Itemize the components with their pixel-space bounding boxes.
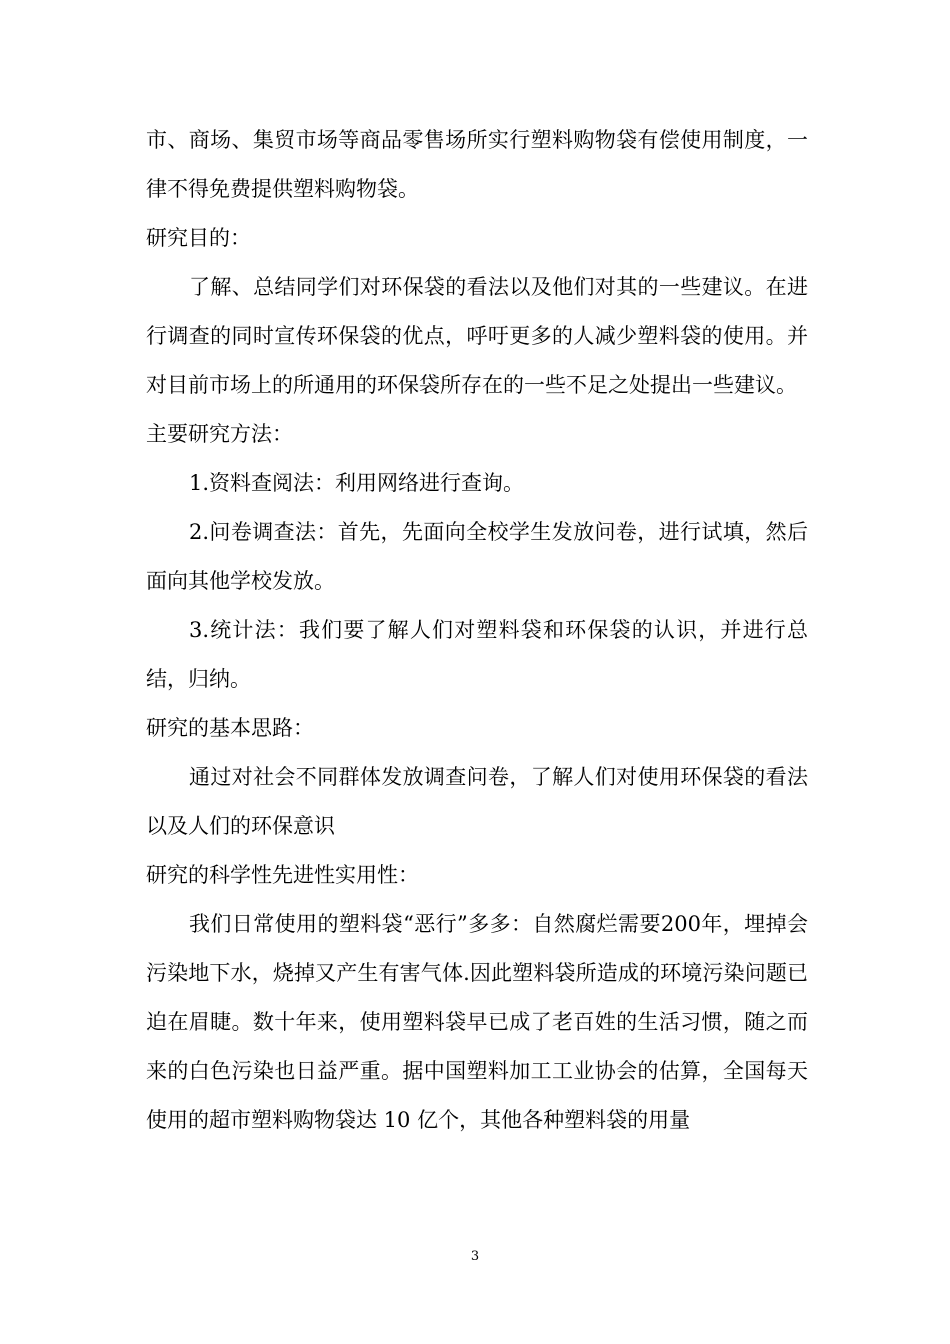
paragraph: 市、商场、集贸市场等商品零售场所实行塑料购物袋有偿使用制度，一律不得免费提供塑料购物袋。 [146,128,808,201]
paragraph: 我们日常使用的塑料袋“恶行”多多：自然腐烂需要200年，埋掉会污染地下水，烧掉又产生有害气体.因此塑料袋所造成的环境污染问题已迫在眉睫。数十年来，使用塑料袋早已成了老百姓的生活习惯，随之而来的白色污染也日益严重。据中国塑料加工工业协会的估算，全国每天使用的超市塑料购物袋达 10 亿个，其他各种塑料袋的用量 [146,912,808,1132]
section-heading: 主要研究方法： [146,422,293,446]
section-heading: 研究的科学性先进性实用性： [146,863,419,887]
page-number: 3 [470,1249,480,1264]
document-body [146,116,808,1145]
section-heading: 研究目的： [146,226,251,250]
paragraph: 了解、总结同学们对环保袋的看法以及他们对其的一些建议。在进行调查的同时宣传环保袋的优点，呼吁更多的人减少塑料袋的使用。并对目前市场上的所通用的环保袋所存在的一些不足之处提出一些建议。 [146,275,808,397]
list-item: 2.问卷调查法：首先，先面向全校学生发放问卷，进行试填，然后面向其他学校发放。 [146,520,808,593]
section-heading: 研究的基本思路： [146,716,314,740]
list-item: 1.资料查阅法：利用网络进行查询。 [189,471,525,495]
list-item: 3.统计法：我们要了解人们对塑料袋和环保袋的认识，并进行总结，归纳。 [146,618,808,691]
paragraph: 通过对社会不同群体发放调查问卷，了解人们对使用环保袋的看法以及人们的环保意识 [146,765,808,838]
